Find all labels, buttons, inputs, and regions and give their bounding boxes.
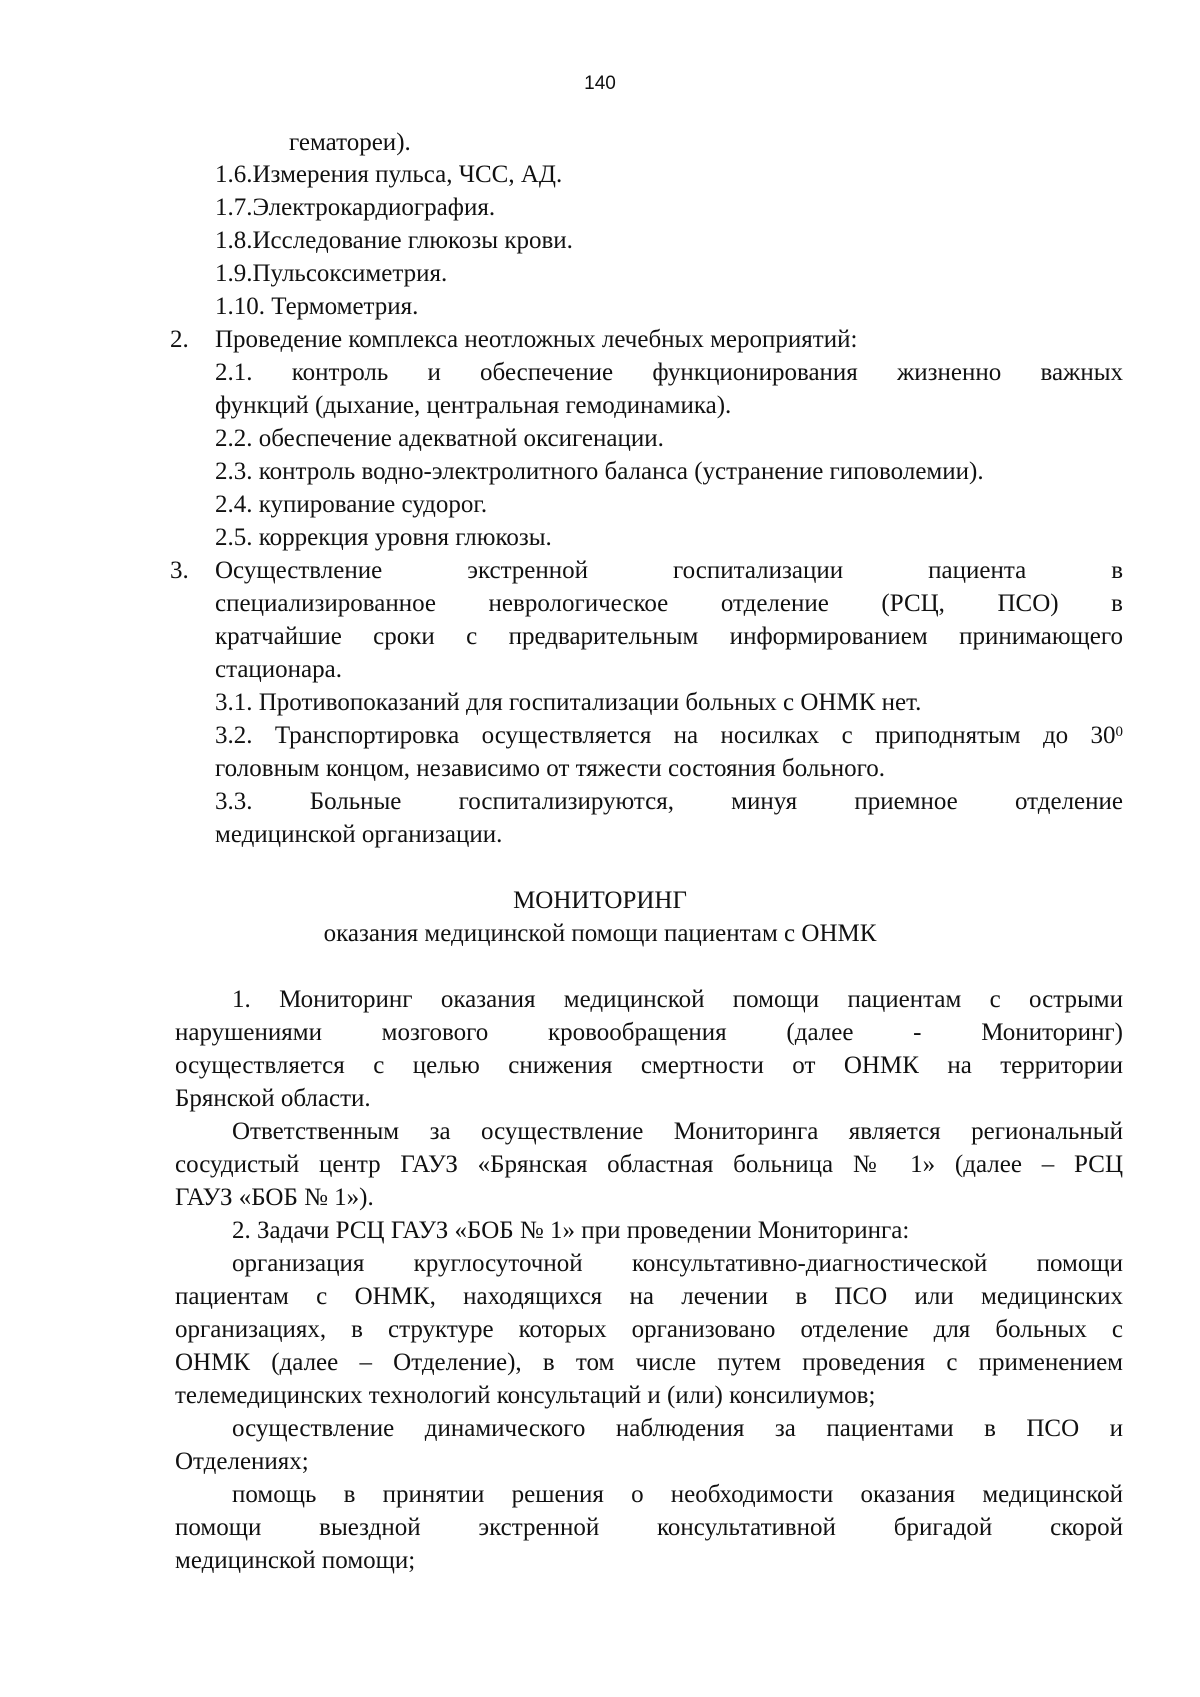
list-item: 2.5. коррекция уровня глюкозы. <box>215 524 552 551</box>
text-line: специализированное неврологическое отделение (РСЦ, ПСО) в <box>215 590 1123 617</box>
list-number: 3. <box>170 557 189 584</box>
paragraph-line: осуществление динамического наблюдения за пациентами в ПСО и <box>232 1415 1123 1442</box>
text-line: 2.1. контроль и обеспечение функционирования жизненно важных <box>215 359 1123 386</box>
section-title: МОНИТОРИНГ <box>513 887 687 914</box>
paragraph-line: Отделениях; <box>175 1448 309 1475</box>
list-number: 2. <box>170 326 189 353</box>
list-item: 1.9.Пульсоксиметрия. <box>215 260 448 287</box>
paragraph-line: телемедицинских технологий консультаций и (или) консилиумов; <box>175 1382 876 1409</box>
paragraph-line: осуществляется с целью снижения смертности от ОНМК на территории <box>175 1052 1123 1079</box>
list-item: 1.6.Измерения пульса, ЧСС, АД. <box>215 161 563 188</box>
paragraph-line: пациентам с ОНМК, находящихся на лечении в ПСО или медицинских <box>175 1283 1123 1310</box>
page-number: 140 <box>584 73 616 94</box>
section-subtitle: оказания медицинской помощи пациентам с ОНМК <box>323 920 877 947</box>
paragraph-line: медицинской помощи; <box>175 1547 416 1574</box>
paragraph-line: 1. Мониторинг оказания медицинской помощи пациентам с острыми <box>232 986 1123 1013</box>
text-line: стационара. <box>215 656 343 683</box>
paragraph-line: ОНМК (далее – Отделение), в том числе путем проведения с применением <box>175 1349 1123 1376</box>
paragraph-line: организациях, в структуре которых организовано отделение для больных с <box>175 1316 1123 1343</box>
list-item: 2.4. купирование судорог. <box>215 491 488 518</box>
paragraph-line: 2. Задачи РСЦ ГАУЗ «БОБ № 1» при проведении Мониторинга: <box>232 1217 910 1244</box>
paragraph-line: ГАУЗ «БОБ № 1»). <box>175 1184 374 1211</box>
text-line: головным концом, независимо от тяжести состояния больного. <box>215 755 886 782</box>
list-item: 1.8.Исследование глюкозы крови. <box>215 227 573 254</box>
paragraph-line: Брянской области. <box>175 1085 371 1112</box>
text-line: Осуществление экстренной госпитализации пациента в <box>215 557 1123 584</box>
list-item: 2.2. обеспечение адекватной оксигенации. <box>215 425 664 452</box>
paragraph-line: сосудистый центр ГАУЗ «Брянская областная больница № 1» (далее – РСЦ <box>175 1151 1123 1178</box>
degree-superscript: 0 <box>1115 724 1123 740</box>
text-line: гематореи). <box>289 129 411 156</box>
paragraph-line: Ответственным за осуществление Мониторинга является региональный <box>232 1118 1123 1145</box>
list-item: 1.7.Электрокардиография. <box>215 194 496 221</box>
list-item: Проведение комплекса неотложных лечебных мероприятий: <box>215 326 858 353</box>
text-line: медицинской организации. <box>215 821 503 848</box>
list-item: 3.3. Больные госпитализируются, минуя приемное отделение <box>215 788 1123 815</box>
paragraph-line: нарушениями мозгового кровообращения (далее - Мониторинг) <box>175 1019 1123 1046</box>
paragraph-line: помощь в принятии решения о необходимости оказания медицинской <box>232 1481 1123 1508</box>
list-item: 1.10. Термометрия. <box>215 293 419 320</box>
paragraph-line: помощи выездной экстренной консультативной бригадой скорой <box>175 1514 1123 1541</box>
text-line: кратчайшие сроки с предварительным информированием принимающего <box>215 623 1123 650</box>
text-line: 3.2. Транспортировка осуществляется на носилках с приподнятым до 30 <box>215 722 1116 749</box>
paragraph-line: организация круглосуточной консультативно-диагностической помощи <box>232 1250 1123 1277</box>
text-line: функций (дыхание, центральная гемодинамика). <box>215 392 732 419</box>
list-item <box>215 721 1123 751</box>
list-item: 3.1. Противопоказаний для госпитализации больных с ОНМК нет. <box>215 689 922 716</box>
list-item: 2.3. контроль водно-электролитного баланса (устранение гиповолемии). <box>215 458 984 485</box>
